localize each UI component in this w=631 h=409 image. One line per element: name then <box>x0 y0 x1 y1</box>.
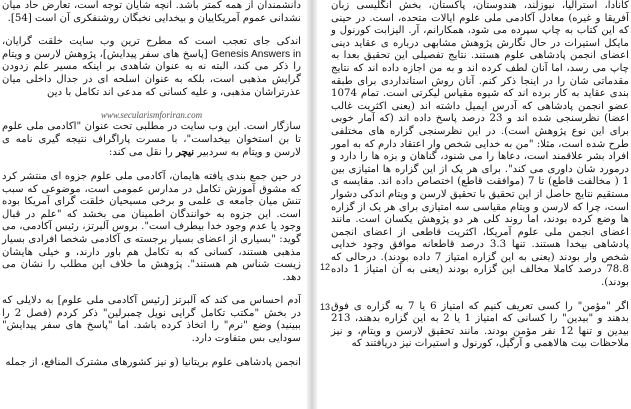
left-page <box>0 0 307 409</box>
left-paragraph-1: دانشمندان از همه کمتر باشد. آنچه شایان توجه است، تعارض حاد میان نشدانی عموم آمریکاییان و بیخدایی نخبگان روشنفکری آن است [54]. <box>2 0 301 24</box>
left-paragraph-2-rest: [پاسخ های سفر پیدایش]، پژوهش لارسن و ویتام را ذکر می کند، البته نه به عنوان شاهدی بر اینکه مسیر علم زدودن گرایش مذهبی است، بلکه به عنوان اسلحه ای در جدال داخلی میان عذرتراشان مذهبی، و علیه کسانی که مدعی اند تکامل با دین <box>2 48 301 98</box>
left-paragraph-2-start: اندکی جای تعجب است که مطرح ترین وب سایت خلقت گرایان، <box>2 36 301 48</box>
left-paragraph-3-start: سازگار است. این وب سایت در مطلبی تحت عنوان "اکادمی ملی علوم تا بن استخوان بیخداست"، با مسرت پاراگراف نتیجه گیری نامه ی لارسن و ویتام به سردبیر <box>2 121 301 159</box>
site-watermark: www.secularismforiran.com <box>100 110 203 121</box>
margin-line-number-13: 13 <box>320 302 331 312</box>
left-paragraph-3 <box>2 121 301 160</box>
genesis-answers-term: Genesis Answers in <box>211 48 301 60</box>
right-paragraph-1: کانادا، استرالیا، نیوزلند، هندوستان، پاکستان، بخش انگلیسی زبان آفریقا و غیره) معادل آکادمی ملی علوم ایالات متحده، است. در حینی که این کتاب به چاپ سپرده می شود، همکارانم، آر. الیزابت کورنول و مایکل استیرات در حال نگارش پژوهش مشابهی درباره ی عقاید دینی اعضای انجمن پادشاهی علوم هستند. نتایج تفصیلی این تحقیق بعدا به چاپ می رسد، اما آنان لطف کرده اند و به من اجازه داده اند که نتایج مقدماتی شان را در اینجا ذکر کنم. آنان روش استانداردی برای طبقه بندی عقاید به کار برده اند که شیوه مقیاس لیکرتی است. تمام 1074 عضو انجمن پادشاهی که آدرس ایمیل داشته اند (یعنی اکثریت غالب اعضا) نظرسنجی شده اند و 23 درصد پاسخ داده اند (که آمار خوبی برای این نوع پژوهش است). در این نظرسنجی گزاره های مختلفی طرح شده است، مثلا: "من به خدایی شخص وار اعتقاد دارم که به امور افراد بشر علاقمند است، دعاها را می شنود، گناهان و بزه ها را دارد و درمورد شان داوری می کند". برای هر یک از این گزاره ها امتیازی بین 1 ( مخالفت قاطع) تا 7 (موافقت قاطع) اختصاص داده اند. مقایسه ی مستقیم نتایج حاصل از این تحقیق با تحقیق لارسن و ویتام اندکی دشوار است، چرا که لارسن و ویتام مقیاسی سه امتیازی برای هر یک از گزاره ها وضع کرده بودند، اما روند کلی هر دو پژوهش یکسان است. مانند اعضای انجمن ملی علوم آمریکا، اکثریت قاطعی از اعضای انجمن پادشاهی بیخدا هستند. تنها 3.3 درصد قاطعانه موافق وجود خدایی شخص وار بودند (یعنی به این گزاره امتیاز 7 داده بودند). درحالی که 78.8 درصد کاملا مخالف این گزاره بودند (یعنی به آن امتیاز 1 داده بودند). <box>331 0 630 289</box>
margin-line-number-12: 12 <box>320 262 331 272</box>
left-paragraph-6: انجمن پادشاهی علوم بریتانیا (و نیز کشورهای مشترک المنافع، از جمله <box>5 356 301 368</box>
book-gutter <box>307 0 317 409</box>
right-paragraph-2: اگر "مؤمن" را کسی تعریف کنیم که امتیاز 6 یا 7 به گزاره ی فوق بدهند و "بیدین" را کسانی که امتیاز 1 یا 2 به این گزاره بدهند، 213 بیدین و تنها 12 نفر مؤمن بودند. مانند تحقیق لارسن و ویتام، و نیز ملاحظات بیت هالاهمی و آرگیل، کورنول و استیرات نیز دریافتند که <box>331 300 629 350</box>
nature-journal-name: نیچر <box>175 146 195 159</box>
right-page <box>317 0 631 409</box>
left-paragraph-3-end: را نقل می کند: <box>108 147 176 159</box>
left-paragraph-5: آدم احساس می کند که آلبرتز [رئیس آکادمی ملی علوم] به دلایلی که در بخش "مکتب تکامل گرایی نویل چمبرلین" ذکر کردم (فصل 2 را ببینید) وضع "نرم" را اتخاذ کرده باشد. اما "پاسخ های سفر پیدایش" سودایی بس متفاوت دارد. <box>2 295 301 345</box>
left-paragraph-2 <box>2 36 301 99</box>
left-quote-paragraph: در حین جمع بندی یافته هایمان، آکادمی ملی علوم جزوه ای منتشر کرد که مشوق آموزش تکامل در مدارس عمومی است، موضوعی که سبب تنش میان جامعه ی علمی و برخی مسیحیان خلقت گرای آمریکا بوده است. این جزوه به خوانندگان اطمینان می بخشد که "علم در قبال وجود یا عدم وجود خدا بیطرف است". بروس آلبرتز، رئیس آکادمی، می گوید: "بسیاری از اعضای بسیار برجسته ی آکادمی شخصا افرادی بسیار مذهبی هستند، کسانی که به تکامل هم باور دارند، و خیلی هایشان زیست شناس هم هستند". پژوهش ما خلاف این مطلب را نشان می دهد. <box>2 170 301 283</box>
